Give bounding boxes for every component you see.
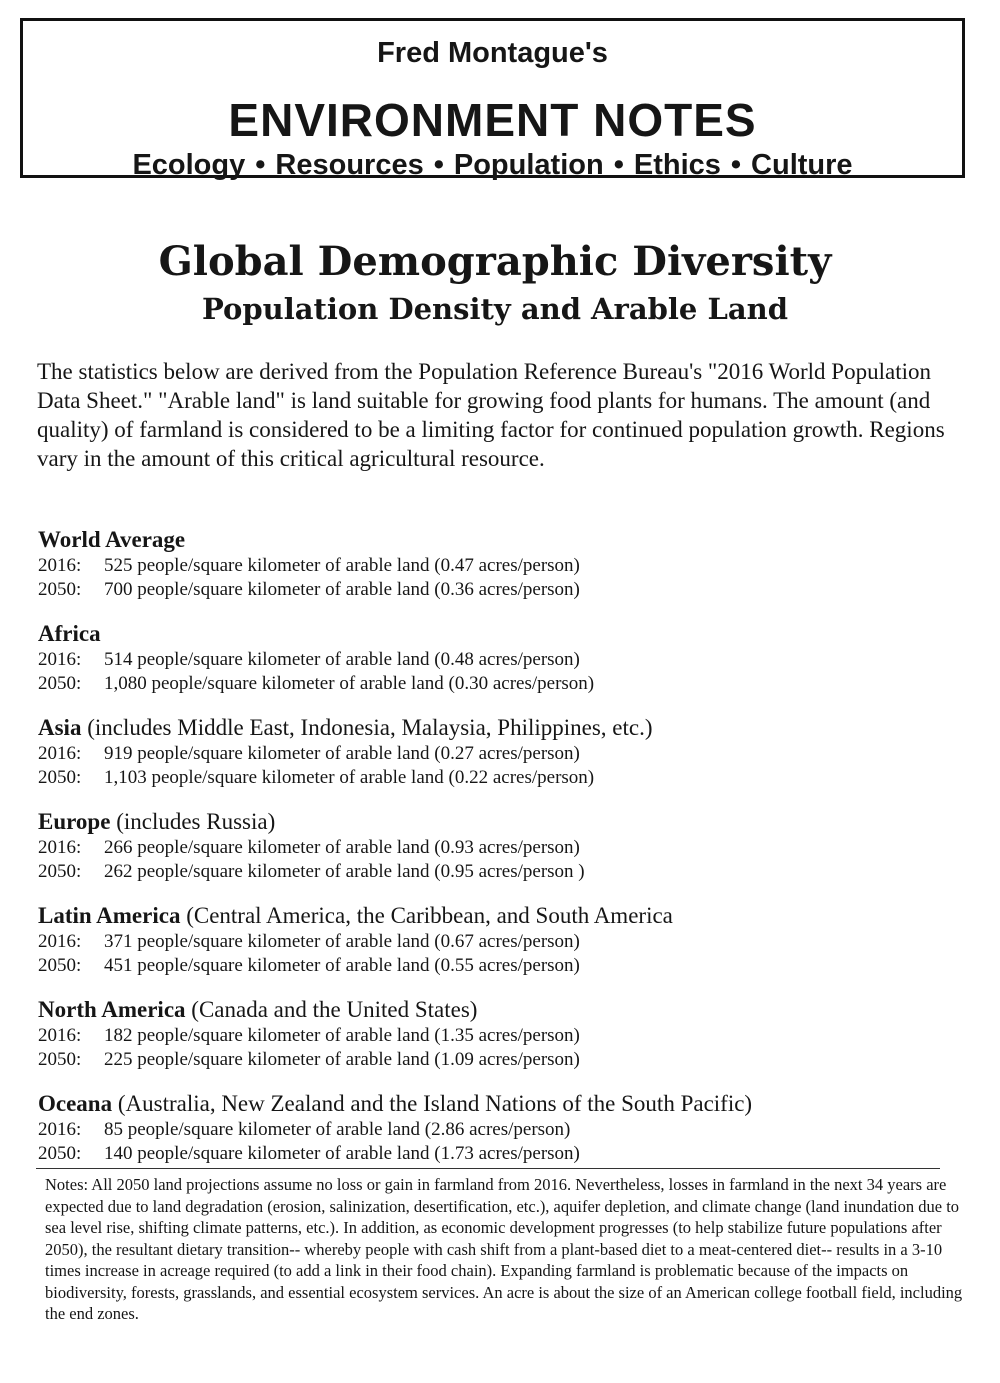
topic: Resources [275,149,424,181]
stat-row [38,766,968,790]
stat-row [38,672,968,696]
stat-row [38,648,968,672]
masthead-topics [23,149,962,182]
stat-text: 225 people/square kilometer of arable land (1.09 acres/person) [104,1049,580,1070]
stat-text: 514 people/square kilometer of arable land (0.48 acres/person) [104,649,580,670]
topic-separator: • [613,149,624,181]
masthead-title: ENVIRONMENT NOTES [228,94,757,146]
page-title: Global Demographic Diversity [158,238,832,285]
stat-text: 140 people/square kilometer of arable land (1.73 acres/person) [104,1143,580,1164]
stat-text: 182 people/square kilometer of arable land (1.35 acres/person) [104,1025,580,1046]
stat-year: 2050: [38,767,82,788]
stat-year: 2050: [38,955,82,976]
topic: Culture [751,149,853,181]
stat-year: 2016: [38,649,82,670]
stat-year: 2016: [38,1119,82,1140]
stat-text: 85 people/square kilometer of arable land (2.86 acres/person) [104,1119,571,1140]
stat-row [38,742,968,766]
region-block [38,902,968,978]
stat-text: 262 people/square kilometer of arable land (0.95 acres/person ) [104,861,585,882]
stat-text: 700 people/square kilometer of arable land (0.36 acres/person) [104,579,580,600]
region-name: North America [38,997,186,1022]
stat-row [38,554,968,578]
region-block [38,714,968,790]
region-note: (Canada and the United States) [191,997,478,1022]
region-block [38,808,968,884]
stat-text: 1,103 people/square kilometer of arable land (0.22 acres/person) [104,767,595,788]
page-subtitle: Population Density and Arable Land [201,292,789,326]
stat-year: 2050: [38,673,82,694]
intro-paragraph: The statistics below are derived from the Population Reference Bureau's "2016 World Population Data Sheet." "Arable land" is land suitable for growing food plants for humans. The amount (and quality) of farmland is considered to be a limiting factor for continued population growth. Regions vary in the amount of this critical agricultural resource. [37,359,945,471]
stat-text: 525 people/square kilometer of arable land (0.47 acres/person) [104,555,580,576]
stat-year: 2016: [38,837,82,858]
stat-text: 451 people/square kilometer of arable land (0.55 acres/person) [104,955,580,976]
region-name: World Average [38,527,186,552]
stat-year: 2050: [38,579,82,600]
region-block [38,1090,968,1166]
region-block [38,620,968,696]
region-note: (includes Middle East, Indonesia, Malaysia, Philippines, etc.) [87,715,653,740]
region-name: Europe [38,809,111,834]
stat-text: 371 people/square kilometer of arable land (0.67 acres/person) [104,931,580,952]
stat-text: 919 people/square kilometer of arable land (0.27 acres/person) [104,743,580,764]
stat-year: 2016: [38,555,82,576]
region-name: Asia [38,715,82,740]
topic-separator: • [255,149,266,181]
stat-text: 1,080 people/square kilometer of arable land (0.30 acres/person) [104,673,595,694]
stat-year: 2050: [38,1143,82,1164]
masthead [20,18,965,181]
region-block [38,996,968,1072]
stat-row [38,1048,968,1072]
notes-paragraph: Notes: All 2050 land projections assume no loss or gain in farmland from 2016. Nevertheless, losses in farmland in the next 34 years are expected due to land degradation (erosion, salinization, desertification, etc.), aquifer depletion, and climate change (land inundation due to sea level rise, shifting climate patterns, etc.). In addition, as economic development progresses (to help stabilize future populations after 2050), the resultant dietary transition-- whereby people with cash shift from a plant-based diet to a meat-centered diet-- results in a 3-10 times increase in acreage required (to add a link in their food chain). Expanding farmland is problematic because of the impacts on biodiversity, forests, grasslands, and essential ecosystem services. An acre is about the size of an American college football field, including the end zones. [45,1175,963,1323]
stat-text: 266 people/square kilometer of arable land (0.93 acres/person) [104,837,580,858]
region-name: Oceana [38,1091,113,1116]
region-note: (Central America, the Caribbean, and South America [186,903,673,928]
stat-row [38,930,968,954]
region-list [38,526,968,1184]
stat-year: 2016: [38,743,82,764]
region-block [38,526,968,602]
region-name: Latin America [38,903,181,928]
stat-year: 2050: [38,861,82,882]
masthead-author: Fred Montague's [377,37,608,69]
stat-year: 2016: [38,1025,82,1046]
stat-row [38,1142,968,1166]
topic: Ethics [633,149,721,181]
topic-separator: • [730,149,742,181]
region-note: (Australia, New Zealand and the Island Nations of the South Pacific) [117,1091,753,1116]
stat-row [38,954,968,978]
stat-year: 2050: [38,1049,82,1070]
topic-separator: • [433,149,444,181]
stat-row [38,1024,968,1048]
topic: Population [453,149,604,181]
region-name: Africa [38,621,101,646]
stat-year: 2016: [38,931,82,952]
stat-row [38,860,968,884]
stat-row [38,1118,968,1142]
stat-row [38,836,968,860]
notes-divider [36,1168,940,1169]
region-note: (includes Russia) [116,809,276,834]
stat-row [38,578,968,602]
topic: Ecology [132,149,246,181]
